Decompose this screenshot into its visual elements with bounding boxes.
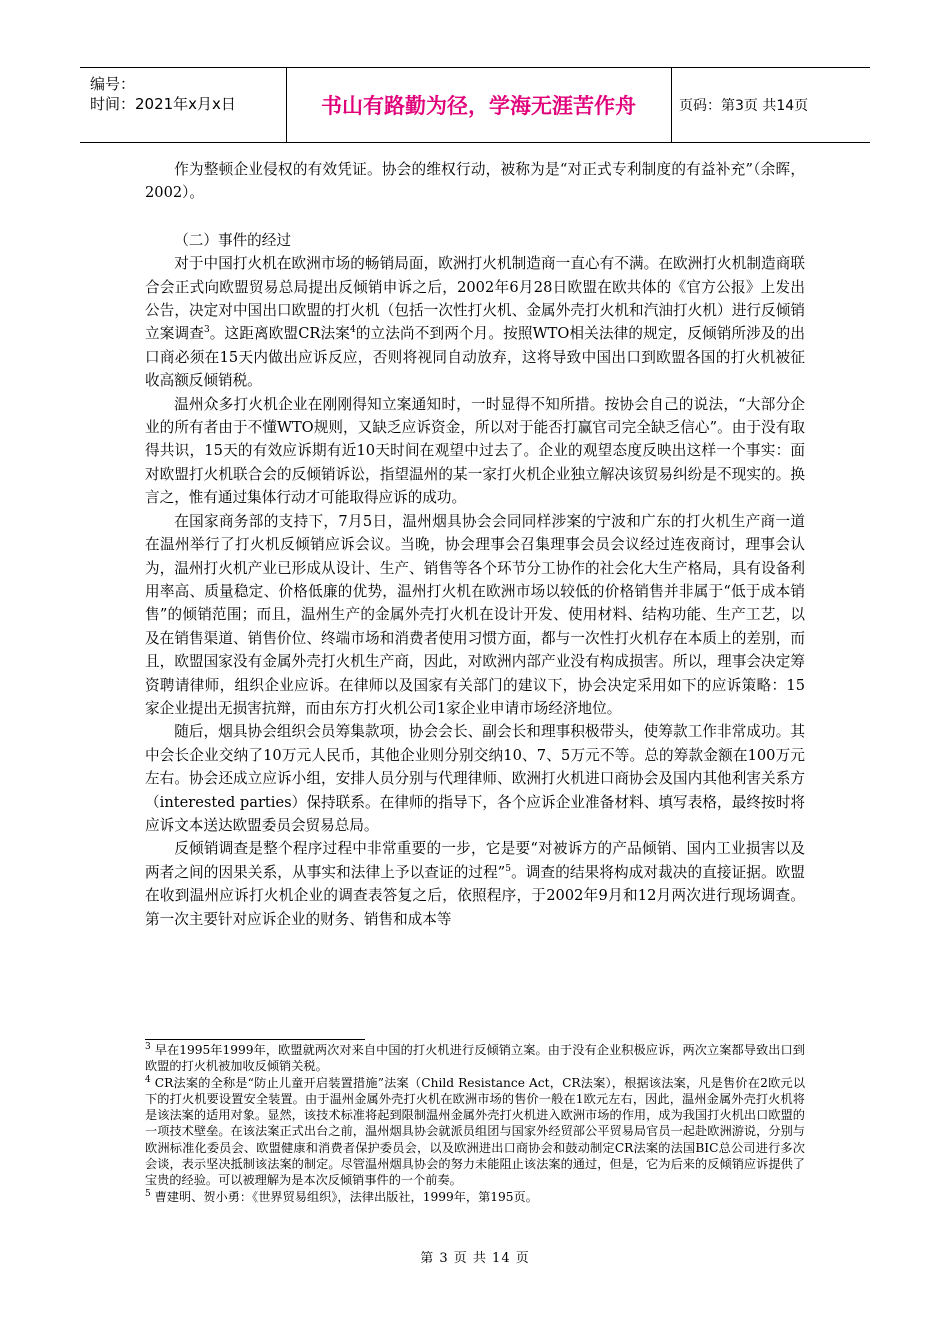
document-body	[145, 158, 805, 931]
footnote-3	[145, 1042, 805, 1075]
document-number-label: 编号：	[90, 75, 136, 93]
section-heading: （二）事件的经过	[174, 231, 291, 249]
page-footer: 第 3 页 共 14 页	[420, 1251, 530, 1266]
footnote-4-mark: 4	[145, 1074, 151, 1085]
paragraph-5-text-b: 。调查的结果将构成对裁决的直接证据。欧盟在收到温州应诉打火机企业的调查表答复之后，依照程序，于2002年9月和12月两次进行现场调查。第一次主要针对应诉企业的财务、销售和成本等	[145, 863, 805, 928]
footnote-4-text: CR法案的全称是“防止儿童开启装置措施”法案（Child Resistance Act，CR法案），根据该法案，凡是售价在2欧元以下的打火机要设置安全装置。由于温州金属外壳打火机在欧洲市场的售价一般在1欧元左右，因此，温州金属外壳打火机将是该法案的适用对象。显然，该技术标准将起到限制温州金属外壳打火机进入欧洲市场的作用，成为我国打火机出口欧盟的一项技术壁垒。在该法案正式出台之前，温州烟具协会就派员组团与国家外经贸部公平贸易局官员一起赴欧洲游说，分别与欧洲标准化委员会、欧盟健康和消费者保护委员会，以及欧洲进出口商协会和鼓动制定CR法案的法国BIC总公司进行多次会谈，表示坚决抵制该法案的制定。尽管温州烟具协会的努力未能阻止该法案的通过，但是，它为后来的反倾销应诉提供了宝贵的经验。可以被理解为是本次反倾销事件的一个前奏。	[145, 1075, 806, 1188]
header-info-cell	[80, 68, 287, 142]
footnote-5	[145, 1189, 805, 1205]
paragraph-5	[145, 837, 805, 931]
footnote-3-text: 早在1995年1999年，欧盟就两次对来自中国的打火机进行反倾销立案。由于没有企业积极应诉，两次立案都导致出口到欧盟的打火机被加收反倾销关税。	[145, 1043, 805, 1074]
footnote-3-mark: 3	[145, 1041, 151, 1052]
header-page-number: 页码：第3页 共14页	[679, 98, 809, 114]
footnote-5-text: 曹建明、贺小勇：《世界贸易组织》，法律出版社，1999年，第195页。	[154, 1189, 538, 1204]
footnote-5-mark: 5	[145, 1188, 151, 1199]
paragraph-1-text-a: 对于中国打火机在欧洲市场的畅销局面，欧洲打火机制造商一直心有不满。在欧洲打火机制造商联合会正式向欧盟贸易总局提出反倾销申诉之后，2002年6月28日欧盟在欧共体的《官方公报》上发出公告，决定对中国出口欧盟的打火机（包括一次性打火机、金属外壳打火机和汽油打火机）进行反倾销立案调查	[145, 255, 805, 343]
header-motto-cell	[286, 68, 672, 142]
paragraph-4: 随后，烟具协会组织会员筹集款项，协会会长、副会长和理事积极带头，使筹款工作非常成功。其中会长企业交纳了10万元人民币，其他企业则分别交纳10、7、5万元不等。总的筹款金额在100万元左右。协会还成立应诉小组，安排人员分别与代理律师、欧洲打火机进口商协会及国内其他利害关系方（interested parties）保持联系。在律师的指导下，各个应诉企业准备材料、填写表格，最终按时将应诉文本送达欧盟委员会贸易总局。	[145, 723, 805, 834]
header-motto: 书山有路勤为径，学海无涯苦作舟	[321, 94, 636, 118]
footnote-ref-3[interactable]: 3	[203, 325, 210, 336]
document-time-label: 时间：2021年x月x日	[90, 95, 236, 113]
footnotes	[145, 1042, 805, 1205]
footnote-separator	[145, 1039, 365, 1040]
paragraph-1	[145, 252, 805, 392]
footnote-ref-5[interactable]: 5	[505, 863, 511, 874]
footnote-ref-4[interactable]: 4	[349, 325, 356, 336]
footnote-4	[145, 1075, 805, 1189]
paragraph-5-text-a: 反倾销调查是整个程序过程中非常重要的一步，它是要“对被诉方的产品倾销、国内工业损害以及两者之间的因果关系，从事实和法律上予以查证的过程”	[145, 840, 805, 881]
paragraph-3: 在国家商务部的支持下，7月5日，温州烟具协会会同同样涉案的宁波和广东的打火机生产商一道在温州举行了打火机反倾销应诉会议。当晚，协会理事会召集理事会员会议经过连夜商讨，理事会认为，温州打火机产业已形成从设计、生产、销售等各个环节分工协作的社会化大生产格局，具有设备利用率高、质量稳定、价格低廉的优势，温州打火机在欧洲市场以较低的价格销售并非属于“低于成本销售”的倾销范围；而且，温州生产的金属外壳打火机在设计开发、使用材料、结构功能、生产工艺，以及在销售渠道、销售价位、终端市场和消费者使用习惯方面，都与一次性打火机存在本质上的差别，而且，欧盟国家没有金属外壳打火机生产商，因此，对欧洲内部产业没有构成损害。所以，理事会决定筹资聘请律师，组织企业应诉。在律师以及国家有关部门的建议下，协会决定采用如下的应诉策略：15家企业提出无损害抗辩，而由东方打火机公司1家企业申请市场经济地位。	[145, 512, 805, 717]
paragraph-2: 温州众多打火机企业在刚刚得知立案通知时，一时显得不知所措。按协会自己的说法，“大部分企业的所有者由于不懂WTO规则，又缺乏应诉资金，所以对于能否打赢官司完全缺乏信心”。由于没有取得共识，15天的有效应诉期有近10天时间在观望中过去了。企业的观望态度反映出这样一个事实：面对欧盟打火机联合会的反倾销诉讼，指望温州的某一家打火机企业独立解决该贸易纠纷是不现实的。换言之，惟有通过集体行动才可能取得应诉的成功。	[145, 395, 805, 507]
paragraph-continuation: 作为整顿企业侵权的有效凭证。协会的维权行动，被称为是“对正式专利制度的有益补充”（余晖，2002）。	[145, 161, 805, 202]
page-header	[80, 67, 870, 143]
paragraph-1-text-c: 的立法尚不到两个月。按照WTO相关法律的规定，反倾销所涉及的出口商必须在15天内做出应诉反应，否则将视同自动放弃，这将导致中国出口到欧盟各国的打火机被征收高额反倾销税。	[145, 325, 805, 390]
paragraph-1-text-b: 。这距离欧盟CR法案	[209, 325, 350, 343]
